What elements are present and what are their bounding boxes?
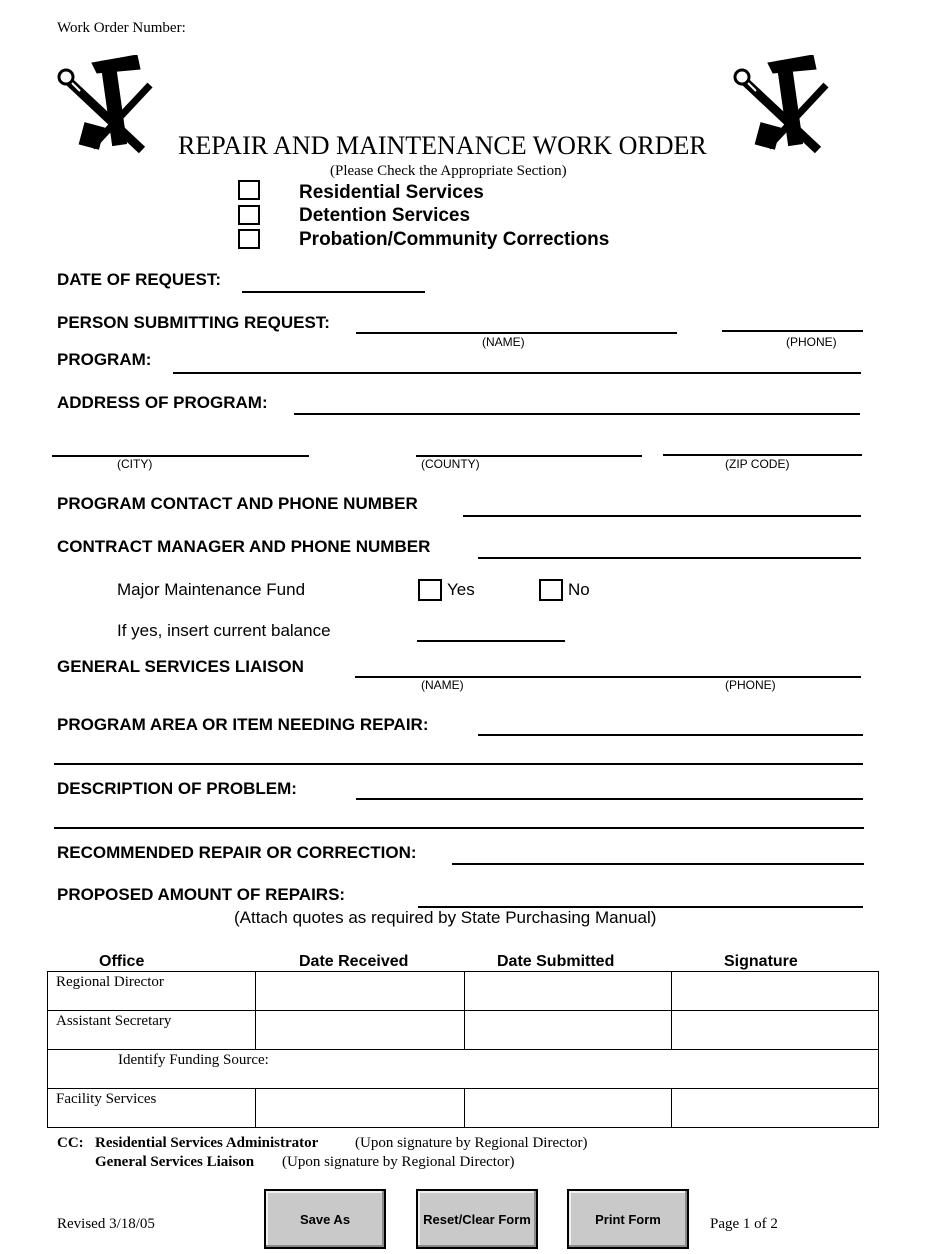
major-fund-label: Major Maintenance Fund [117, 580, 306, 599]
zip-caption: (ZIP CODE) [725, 457, 790, 471]
recommended-field[interactable] [452, 863, 864, 865]
revised-date: Revised 3/18/05 [57, 1216, 155, 1232]
cc-prefix: CC: [57, 1135, 84, 1151]
description-field-line2[interactable] [54, 827, 864, 829]
area-repair-field-line2[interactable] [54, 763, 863, 765]
cc-line2-bold: General Services Liaison [95, 1154, 255, 1170]
funding-source-cell[interactable]: Identify Funding Source: [48, 1050, 879, 1089]
zip-code-field[interactable] [663, 454, 862, 456]
person-submitting-label: PERSON SUBMITTING REQUEST: [57, 313, 330, 332]
proposed-amount-label: PROPOSED AMOUNT OF REPAIRS: [57, 885, 346, 904]
work-order-number-label: Work Order Number: [57, 20, 186, 36]
signature-cell[interactable] [672, 1011, 879, 1050]
routing-table [47, 971, 879, 1128]
signature-cell[interactable] [672, 1089, 879, 1128]
gs-name-caption: (NAME) [421, 678, 464, 692]
date-submitted-cell[interactable] [465, 1089, 672, 1128]
col-header-office: Office [99, 953, 145, 970]
probation-checkbox[interactable] [238, 229, 260, 249]
detention-services-checkbox[interactable] [238, 205, 260, 225]
table-row [48, 1050, 879, 1089]
major-fund-yes-checkbox[interactable] [418, 579, 442, 601]
no-label: No [568, 580, 590, 599]
person-name-field[interactable] [356, 332, 677, 334]
area-repair-label: PROGRAM AREA OR ITEM NEEDING REPAIR: [57, 715, 429, 734]
tools-icon-left [52, 55, 170, 155]
area-repair-field[interactable] [478, 734, 863, 736]
city-caption: (CITY) [117, 457, 153, 471]
col-header-date-submitted: Date Submitted [497, 953, 615, 970]
address-label: ADDRESS OF PROGRAM: [57, 393, 268, 412]
residential-services-checkbox[interactable] [238, 180, 260, 200]
cc-line2-note: (Upon signature by Regional Director) [282, 1154, 515, 1170]
cc-line1-note: (Upon signature by Regional Director) [355, 1135, 588, 1151]
contract-manager-field[interactable] [478, 557, 861, 559]
program-label: PROGRAM: [57, 350, 152, 369]
date-received-cell[interactable] [256, 1011, 465, 1050]
description-field[interactable] [356, 798, 863, 800]
attach-note: (Attach quotes as required by State Purchasing Manual) [234, 908, 657, 927]
table-row [48, 1089, 879, 1128]
date-submitted-cell[interactable] [465, 1011, 672, 1050]
office-cell: Assistant Secretary [48, 1011, 256, 1050]
gs-phone-caption: (PHONE) [725, 678, 776, 692]
person-phone-field[interactable] [722, 330, 863, 332]
phone-caption: (PHONE) [786, 335, 837, 349]
office-cell: Regional Director [48, 972, 256, 1011]
col-header-date-received: Date Received [299, 953, 409, 970]
address-field[interactable] [294, 413, 860, 415]
current-balance-field[interactable] [417, 640, 565, 642]
save-as-button[interactable]: Save As [264, 1189, 386, 1249]
city-field[interactable] [52, 455, 309, 457]
name-caption: (NAME) [482, 335, 525, 349]
print-form-button[interactable]: Print Form [567, 1189, 689, 1249]
page-number: Page 1 of 2 [710, 1216, 778, 1232]
cc-line1-bold: Residential Services Administrator [95, 1135, 319, 1151]
gs-liaison-label: GENERAL SERVICES LIAISON [57, 657, 304, 676]
yes-label: Yes [447, 580, 475, 599]
contract-manager-label: CONTRACT MANAGER AND PHONE NUMBER [57, 537, 431, 556]
date-received-cell[interactable] [256, 1089, 465, 1128]
date-received-cell[interactable] [256, 972, 465, 1011]
table-row [48, 972, 879, 1011]
county-caption: (COUNTY) [421, 457, 480, 471]
col-header-signature: Signature [724, 953, 798, 970]
date-submitted-cell[interactable] [465, 972, 672, 1011]
recommended-label: RECOMMENDED REPAIR OR CORRECTION: [57, 843, 417, 862]
section-label-detention: Detention Services [299, 205, 471, 226]
reset-clear-form-button[interactable]: Reset/Clear Form [416, 1189, 538, 1249]
section-label-probation: Probation/Community Corrections [299, 229, 610, 250]
signature-cell[interactable] [672, 972, 879, 1011]
program-contact-field[interactable] [463, 515, 861, 517]
current-balance-label: If yes, insert current balance [117, 621, 331, 640]
tools-icon-right [728, 55, 846, 155]
section-label-residential: Residential Services [299, 182, 484, 203]
page-subtitle: (Please Check the Appropriate Section) [330, 163, 567, 179]
office-cell: Facility Services [48, 1089, 256, 1128]
description-label: DESCRIPTION OF PROBLEM: [57, 779, 297, 798]
page-title: REPAIR AND MAINTENANCE WORK ORDER [178, 131, 707, 160]
program-field[interactable] [173, 372, 861, 374]
date-of-request-label: DATE OF REQUEST: [57, 270, 222, 289]
date-of-request-field[interactable] [242, 291, 425, 293]
major-fund-no-checkbox[interactable] [539, 579, 563, 601]
program-contact-label: PROGRAM CONTACT AND PHONE NUMBER [57, 494, 418, 513]
table-row [48, 1011, 879, 1050]
